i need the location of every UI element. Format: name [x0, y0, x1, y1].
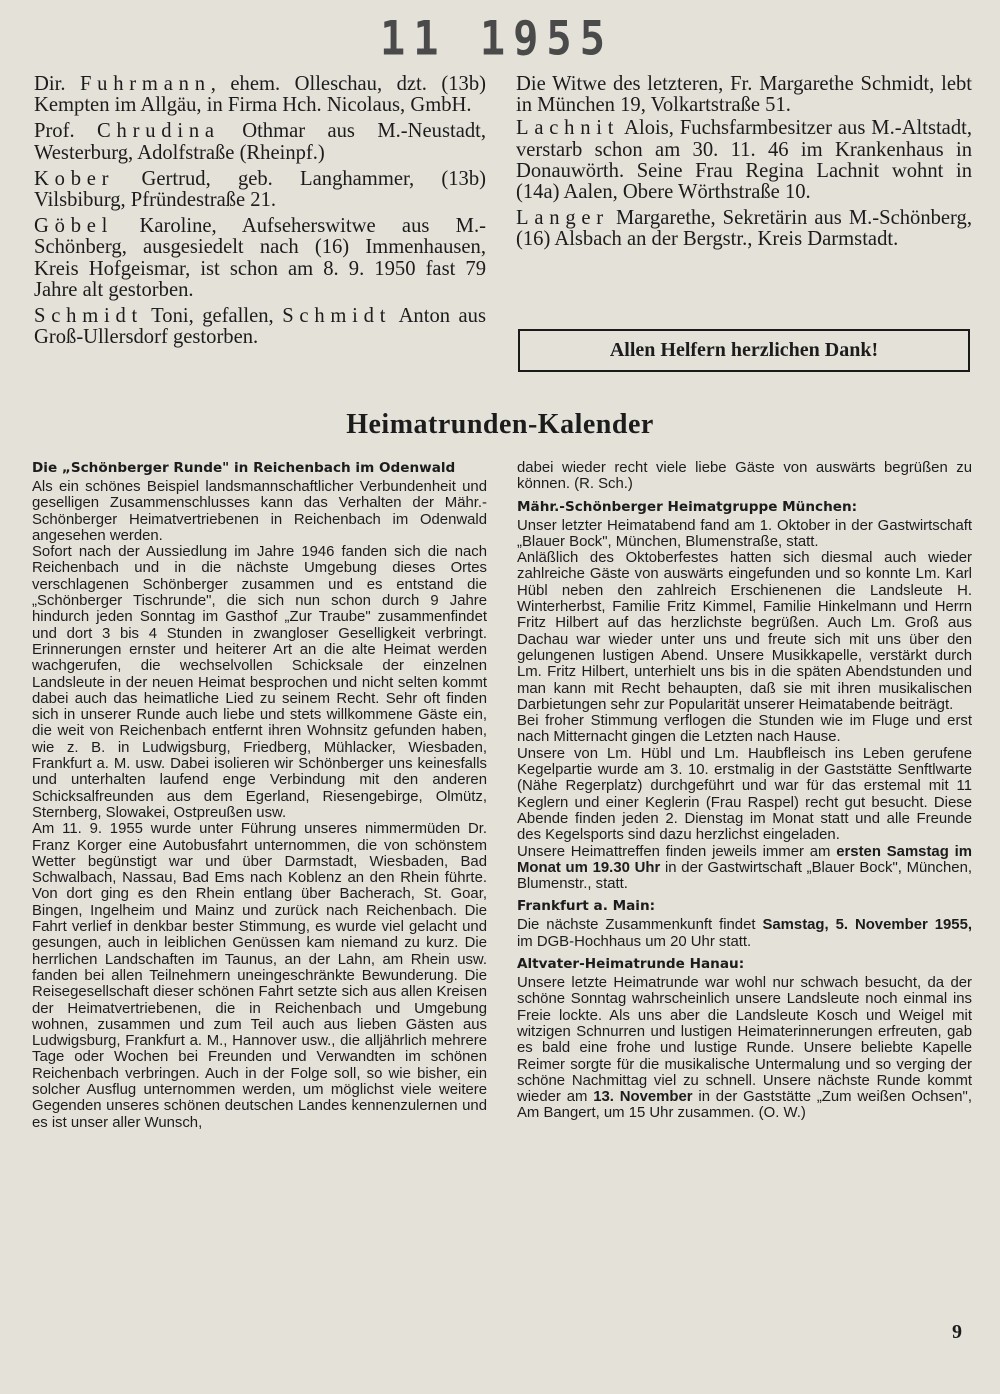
article-continuation: dabei wieder recht viele liebe Gäste von auswärts begrüßen zu können. (R. Sch.): [517, 460, 972, 493]
obituary-continuation: Die Witwe des letzteren, Fr. Margarethe Schmidt, lebt in München 19, Volkartstraße 51.: [516, 73, 972, 117]
obituary-entry: Prof. Chrudina Othmar aus M.-Neustadt, Westerburg, Adolfstraße (Rheinpf.): [34, 120, 487, 164]
obituary-entry: Langer Margarethe, Sekretärin aus M.-Schönberg, (16) Alsbach an der Bergstr., Kreis Darmstadt.: [516, 207, 972, 251]
section-title: Heimatrunden-Kalender: [346, 409, 654, 440]
person-name: Schmidt: [282, 305, 392, 328]
date-stamp: 11 1955: [380, 11, 614, 66]
obituary-entry: Göbel Karoline, Aufseherswitwe aus M.-Schönberg, ausgesiedelt nach (16) Immenhausen, Kreis Hofgeismar, ist schon am 8. 9. 1950 fast 79 Jahre alt gestorben.: [34, 215, 486, 301]
person-name: Lachnit: [516, 117, 620, 140]
article-paragraph: Sofort nach der Aussiedlung im Jahre 1946 fanden sich die nach Reichenbach und in die nächste Umgebung dieses Ortes verschlagenen Schönberger zusammen und es entstand die „Schönberger Tischrunde", die sich nun schon durch 9 Jahre hindurch jeden Sonntag im Gasthof „Zur Traube" zusammenfindet und dort 3 bis 4 Stunden in zwangloser Geselligkeit verbringt. Erinnerungen ernster und heiterer Art an die alte Heimat werden wachgerufen, die wechselvollen Schicksale der einzelnen Landsleute in der neuen Heimat besprochen und nicht selten kommt dabei auch das heimatliche Lied zu seinem Recht. Sehr oft finden sich in unserer Runde auch liebe und stets willkommene Gäste ein, die weit von Reichenbach entfernt ihren Wohnsitz gefunden haben, wie z. B. in Ludwigsburg, Friedberg, Mühlacker, Wiesbaden, Frankfurt a. M. usw. Dabei isolieren wir Schönberger uns keinesfalls und unterhalten laufend enge Verbindung mit den anderen Schicksalfreunden aus dem Egerland, Riesengebirge, Olmütz, Sternberg, Slowakei, Ostpreußen usw.: [32, 544, 487, 821]
article-heading: Altvater-Heimatrunde Hanau:: [517, 956, 745, 973]
article-heading: Die „Schönberger Runde" in Reichenbach im Odenwald: [32, 460, 456, 476]
article-heading: Mähr.-Schönberger Heimatgruppe München:: [517, 498, 858, 515]
article-heading: Frankfurt a. Main:: [517, 898, 656, 915]
thanks-box: [518, 329, 970, 372]
thanks-text: Allen Helfern herzlichen Dank!: [609, 339, 879, 361]
obituary-list-left: [34, 74, 486, 353]
article-paragraph: Unsere Heimattreffen finden jeweils immer am ersten Samstag im Monat um 19.30 Uhr in der Gastwirtschaft „Blauer Bock", München, Blumenstr., statt.: [517, 843, 972, 893]
person-name: Fuhrmann: [79, 73, 211, 95]
obituary-entry: Kober Gertrud, geb. Langhammer, (13b) Vilsbiburg, Pfründestraße 21.: [34, 167, 486, 212]
person-name: Göbel: [34, 215, 114, 238]
article-paragraph: Unsere letzte Heimatrunde war wohl nur schwach besucht, da der schöne Sonntag wahrscheinlich unsere Landsleute noch einmal ins Freie lockte. Als uns aber die Landsleute Kosch und Weigel mit witzigen Schnurren und lustigen Heimaterinnerungen erfreuten, gab es bald eine frohe und lustige Runde. Unsere beliebte Kapelle Reimer sorgte für die musikalische Untermalung und so verging der schöne Nachmittag viel zu schnell. Unsere nächste Runde kommt wieder am 13. November in der Gaststätte „Zum weißen Ochsen", Am Bangert, um 15 Uhr zusammen. (O. W.): [517, 975, 972, 1122]
person-name: Langer: [516, 207, 609, 230]
article-paragraph: Bei froher Stimmung verflogen die Stunden wie im Fluge und erst nach Mitternacht gingen die Letzten nach Hause.: [517, 713, 972, 746]
article-column-left: [32, 460, 487, 1131]
page-number: 9: [952, 1321, 962, 1343]
person-name: Chrudina: [97, 120, 220, 143]
obituary-entry: Schmidt Toni, gefallen, Schmidt Anton aus Groß-Ullersdorf gestorben.: [34, 305, 486, 349]
article-paragraph: Als ein schönes Beispiel landsmannschaftlicher Verbundenheit und geselligen Zusammenschlusses kann das Verhalten der Mähr.-Schönberger Heimatvertriebenen in Reichenbach im Odenwald angesehen werden.: [32, 479, 487, 544]
person-name: Schmidt: [34, 305, 144, 328]
article-paragraph: Unser letzter Heimatabend fand am 1. Oktober in der Gastwirtschaft „Blauer Bock", München, Blumenstraße, statt.: [517, 517, 972, 550]
obituary-entry: Dir. Fuhrmann, ehem. Olleschau, dzt. (13b) Kempten im Allgäu, in Firma Hch. Nicolaus, GmbH.: [34, 73, 486, 117]
article-paragraph: Am 11. 9. 1955 wurde unter Führung unseres nimmermüden Dr. Franz Korger eine Autobusfahrt unternommen, die von schönstem Wetter begünstigt war und über Darmstadt, Wiesbaden, Bad Schwalbach, Nassau, Bad Ems nach Koblenz an den Rhein führte. Von dort ging es den Rhein entlang über Bacherach, St. Goar, Bingen, Ingelheim und Mainz und zurück nach Reichenbach. Die Fahrt verlief in denkbar bester Stimmung, es wurde viel gelacht und gesungen, auch in leiblichen Genüssen kam niemand zu kurz. Die herrlichen Landschaften im Taunus, an der Lahn, am Rhein usw. fanden bei allen Teilnehmern uneingeschränkte Bewunderung. Die Reisegesellschaft dieser schönen Fahrt setzte sich aus allen Kreisen der Heimatvertriebenen, die in Reichenbach und Umgebung wohnen, zusammen und zum Teil auch aus lieben Gästen aus Ludwigsburg, Frankfurt a. M., Hannover usw., die alljährlich mehrere Tage oder Wochen bei Freunden und Verwandten im schönen Reichenbach verbringen. Auch in der Folge soll, so wie bisher, ein solcher Ausflug unternommen werden, um möglichst viele weitere Gegenden unseres schönen deutschen Landes kennenzulernen und es ist unser aller Wunsch,: [32, 821, 487, 1131]
article-paragraph: Anläßlich des Oktoberfestes hatten sich diesmal auch wieder zahlreiche Gäste von auswärts eingefunden und so konnte Lm. Karl Hübl neben den zahlreich Erschienenen die Landsleute H. Winterherbst, Familie Fritz Kimmel, Familie Hinkelmann und Herrn Fritz Hilbert auf das herzlichste begrüßen. Auch Lm. Groß aus Dachau war wieder unter uns und freute sich mit uns über den gelungenen lustigen Abend. Unsere Musikkapelle, verstärkt durch Lm. Fritz Hilbert, unterhielt uns bis in die späten Abendstunden und man kann mit Recht behaupten, daß sie mit ihren musikalischen Darbietungen sehr zur Popularität unserer Heimatabende beiträgt.: [517, 550, 972, 713]
obituary-list-right: [516, 74, 972, 256]
article-paragraph: Unsere von Lm. Hübl und Lm. Haubfleisch ins Leben gerufene Kegelpartie wurde am 3. 10. erstmalig in der Gaststätte Senftlwarte (Nähe Regerplatz) durchgeführt und war für das erstemal mit 11 Keglern und einer Keglerin (Frau Raspel) recht gut besucht. Diese Abende finden jeden 2. Dienstag im Monat statt und alle Freunde des Kegelsports sind dazu herzlichst eingeladen.: [517, 745, 972, 844]
obituary-entry: Lachnit Alois, Fuchsfarmbesitzer aus M.-Altstadt, verstarb schon am 30. 11. 46 im Krankenhaus in Donauwörth. Seine Frau Regina Lachnit wohnt in (14a) Aalen, Obere Wörthstraße 10.: [516, 117, 972, 204]
person-name: Kober: [34, 167, 115, 190]
article-paragraph: Die nächste Zusammenkunft findet Samstag, 5. November 1955, im DGB-Hochhaus um 20 Uhr statt.: [517, 917, 972, 950]
article-column-right: [517, 460, 972, 1122]
